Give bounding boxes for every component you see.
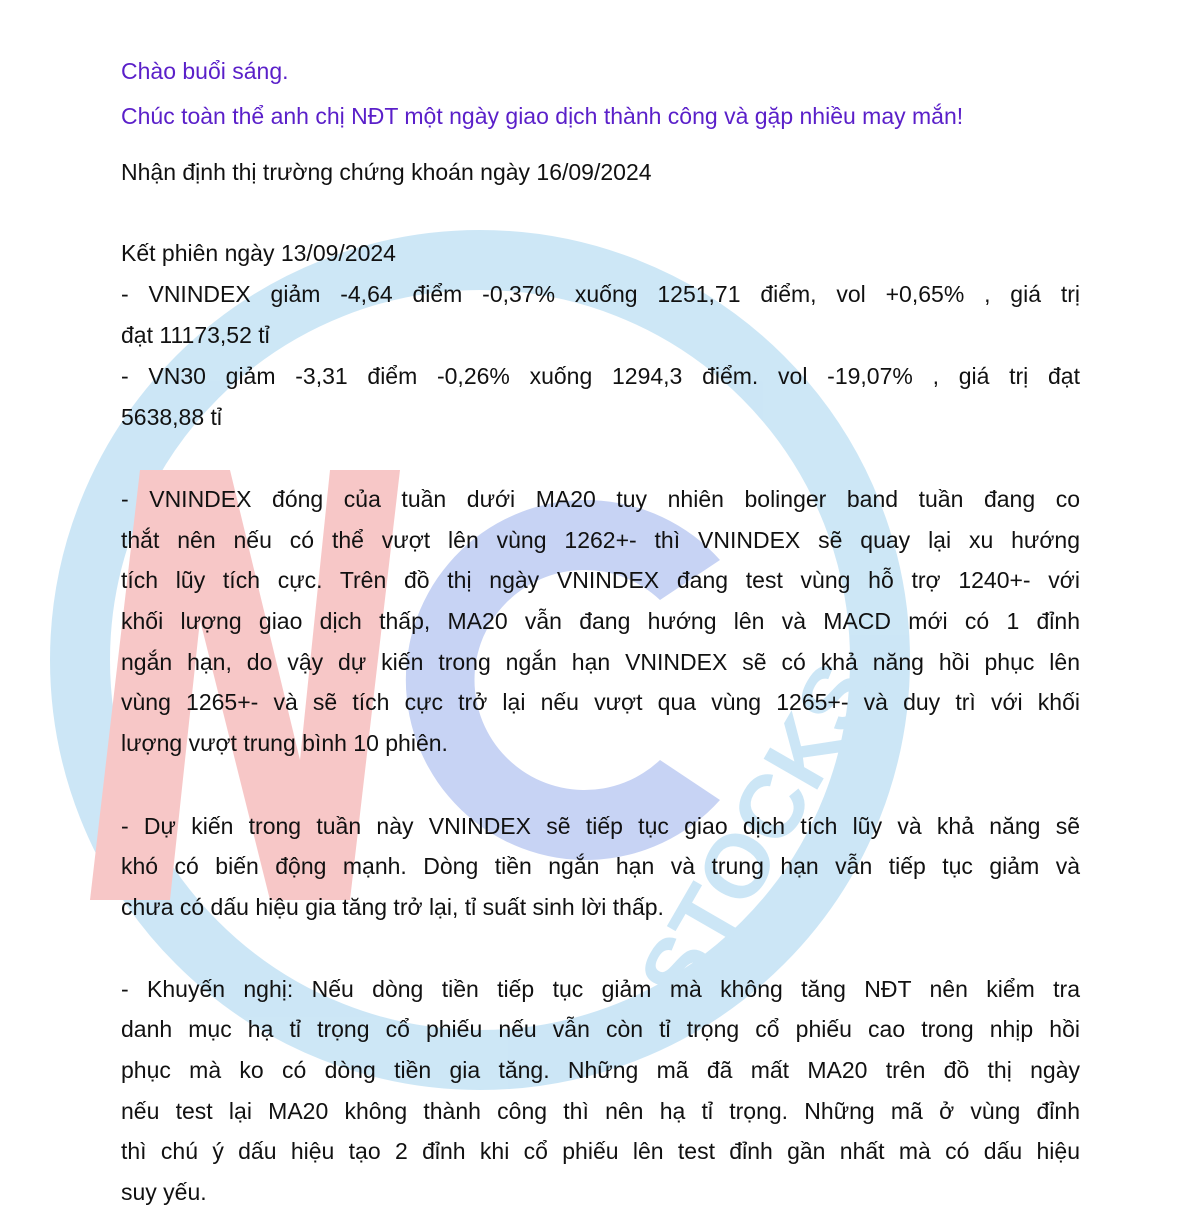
session-line: - VN30 giảm -3,31 điểm -0,26% xuống 1294,3 điểm. vol -19,07% , giá trị đạt (121, 363, 1080, 389)
watermark-text: STOCKS (620, 646, 895, 1020)
recommendation-line: suy yếu. (121, 1179, 207, 1205)
session-heading: Kết phiên ngày 13/09/2024 (121, 240, 396, 266)
analysis-line: ngắn hạn, do vậy dự kiến trong ngắn hạn VNINDEX sẽ có khả năng hồi phục lên (121, 649, 1080, 675)
session-line: đạt 11173,52 tỉ (121, 322, 270, 348)
greeting-wish: Chúc toàn thể anh chị NĐT một ngày giao dịch thành công và gặp nhiều may mắn! (121, 103, 964, 129)
recommendation-line: thì chú ý dấu hiệu tạo 2 đỉnh khi cổ phiếu lên test đỉnh gần nhất mà có dấu hiệu (121, 1138, 1080, 1164)
forecast-line: khó có biến động mạnh. Dòng tiền ngắn hạn và trung hạn vẫn tiếp tục giảm và (121, 853, 1080, 879)
analysis-line: lượng vượt trung bình 10 phiên. (121, 730, 448, 756)
session-line: 5638,88 tỉ (121, 404, 223, 430)
greeting-line: Chào buổi sáng. (121, 58, 289, 84)
analysis-line: khối lượng giao dịch thấp, MA20 vẫn đang hướng lên và MACD mới có 1 đỉnh (121, 608, 1080, 634)
recommendation-line: - Khuyến nghị: Nếu dòng tiền tiếp tục giảm mà không tăng NĐT nên kiểm tra (121, 976, 1080, 1002)
session-line: - VNINDEX giảm -4,64 điểm -0,37% xuống 1251,71 điểm, vol +0,65% , giá trị (121, 281, 1080, 307)
recommendation-line: nếu test lại MA20 không thành công thì nên hạ tỉ trọng. Những mã ở vùng đỉnh (121, 1098, 1080, 1124)
analysis-line: vùng 1265+- và sẽ tích cực trở lại nếu vượt qua vùng 1265+- và duy trì với khối (121, 689, 1080, 715)
analysis-line: - VNINDEX đóng của tuần dưới MA20 tuy nhiên bolinger band tuần đang co (121, 486, 1080, 512)
page-title: Nhận định thị trường chứng khoán ngày 16/09/2024 (121, 159, 652, 185)
forecast-line: - Dự kiến trong tuần này VNINDEX sẽ tiếp tục giao dịch tích lũy và khả năng sẽ (121, 813, 1080, 839)
forecast-line: chưa có dấu hiệu gia tăng trở lại, tỉ suất sinh lời thấp. (121, 894, 664, 920)
analysis-line: tích lũy tích cực. Trên đồ thị ngày VNINDEX đang test vùng hỗ trợ 1240+- với (121, 567, 1080, 593)
recommendation-line: danh mục hạ tỉ trọng cổ phiếu nếu vẫn còn tỉ trọng cổ phiếu cao trong nhịp hồi (121, 1016, 1080, 1042)
analysis-line: thắt nên nếu có thể vượt lên vùng 1262+- thì VNINDEX sẽ quay lại xu hướng (121, 527, 1080, 553)
recommendation-line: phục mà ko có dòng tiền gia tăng. Những mã đã mất MA20 trên đồ thị ngày (121, 1057, 1080, 1083)
